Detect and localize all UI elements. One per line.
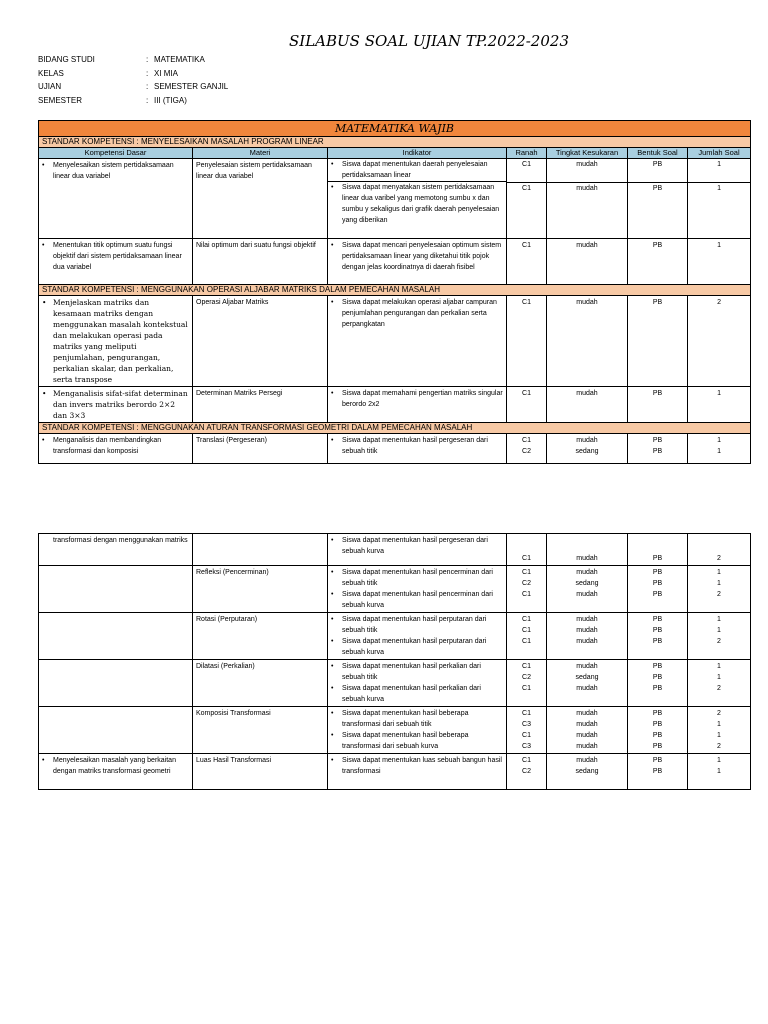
materi-cell: Translasi (Pergeseran) (193, 434, 328, 464)
bentuk-cell: PB (628, 296, 688, 387)
bentuk-cell: PB (628, 239, 688, 285)
meta-value: MATEMATIKA (154, 55, 205, 64)
jumlah-cell (688, 660, 751, 707)
indikator-text: Siswa dapat menyatakan sistem pertidaksamaan linear dua varibel yang memotong sumbu x dan sumbu y sekaligus dari grafik daerah penyelesaian yang diberikan (342, 184, 500, 224)
tingkat-value: sedang (575, 768, 599, 775)
bentuk-value: PB (652, 685, 663, 692)
meta-sep: : (146, 82, 149, 91)
meta-sep: : (146, 68, 149, 78)
tingkat-value: mudah (576, 437, 598, 444)
kd-text: Menganalisis dan membandingkan transformasi dan komposisi (53, 437, 162, 455)
tingkat-value: sedang (575, 580, 599, 587)
materi-cell: Rotasi (Perputaran) (193, 613, 328, 660)
materi-cell: Nilai optimum dari suatu fungsi objektif (193, 239, 328, 285)
jumlah-value: 1 (717, 732, 721, 739)
jumlah-value: 1 (717, 768, 721, 775)
bentuk-cell (628, 707, 688, 754)
bentuk-value: PB (652, 721, 663, 728)
header-indikator: Indikator (328, 148, 507, 159)
tingkat-value: mudah (576, 185, 598, 192)
kompetensi-dasar-cell (39, 754, 193, 790)
bullet: • (331, 437, 334, 444)
table-row (39, 660, 751, 707)
table-row (39, 534, 751, 566)
jumlah-value: 2 (717, 638, 721, 645)
jumlah-value: 2 (717, 685, 721, 692)
ranah-value: C1 (522, 569, 531, 576)
subject-band: MATEMATIKA WAJIB (39, 121, 751, 137)
tingkat-value: mudah (576, 638, 598, 645)
header-bentuk-soal: Bentuk Soal (628, 148, 688, 159)
ranah-value: C1 (507, 159, 546, 183)
bentuk-cell (628, 754, 688, 790)
indikator-item (331, 683, 503, 705)
syllabus-table-page-2 (38, 533, 751, 790)
bentuk-value: PB (652, 437, 663, 444)
header-kompetensi-dasar: Kompetensi Dasar (39, 148, 193, 159)
meta-row (38, 69, 228, 83)
kompetensi-dasar-cell (39, 613, 193, 660)
indikator-text: Siswa dapat menentukan hasil perputaran dari sebuah titik (342, 616, 487, 634)
ranah-value: C1 (522, 663, 531, 670)
ranah-value: C1 (522, 638, 531, 645)
tingkat-value: sedang (575, 448, 599, 455)
materi-cell: Dilatasi (Perkalian) (193, 660, 328, 707)
indikator-cell (328, 566, 507, 613)
ranah-value: C1 (522, 616, 531, 623)
kd-text: Menganalisis sifat-sifat determinan dan invers matriks berordo 2×2 dan 3×3 (53, 389, 188, 420)
jumlah-value: 1 (717, 674, 721, 681)
bullet: • (331, 390, 334, 397)
meta-row (38, 82, 228, 96)
indikator-item (331, 567, 503, 589)
bullet: • (331, 591, 334, 598)
jumlah-cell (688, 707, 751, 754)
standard-competency: STANDAR KOMPETENSI : MENGGUNAKAN OPERASI ALJABAR MATRIKS DALAM PEMECAHAN MASALAH (39, 285, 751, 296)
jumlah-cell: 1 (688, 239, 751, 285)
bentuk-cell (628, 660, 688, 707)
table-row (39, 754, 751, 790)
indikator-cell (328, 707, 507, 754)
jumlah-value: 1 (717, 448, 721, 455)
tingkat-cell: mudah (547, 387, 628, 423)
jumlah-value: 1 (717, 627, 721, 634)
kd-text: Menyelesaikan sistem pertidaksamaan linear dua variabel (53, 162, 174, 180)
jumlah-cell (688, 613, 751, 660)
kd-text: Menyelesaikan masalah yang berkaitan dengan matriks transformasi geometri (53, 757, 176, 775)
bullet: • (331, 242, 334, 249)
ranah-value: C1 (522, 757, 531, 764)
indikator-item (331, 614, 503, 636)
bullet: • (42, 389, 47, 398)
tingkat-cell (547, 434, 628, 464)
bentuk-cell: PB (628, 534, 688, 566)
bullet: • (331, 757, 334, 764)
jumlah-cell: 1 (688, 387, 751, 423)
bullet: • (42, 298, 47, 307)
bullet: • (331, 616, 334, 623)
bentuk-value: PB (652, 627, 663, 634)
jumlah-cell: 2 (688, 296, 751, 387)
meta-value: XI MIA (154, 68, 179, 78)
tingkat-value: mudah (576, 757, 598, 764)
indikator-cell (328, 534, 507, 566)
ranah-cell: C1 (507, 387, 547, 423)
bentuk-value: PB (652, 743, 663, 750)
indikator-text: Siswa dapat melakukan operasi aljabar campuran penjumlahan pengurangan dan perkalian serta perpangkatan (342, 299, 497, 328)
indikator-cell (328, 434, 507, 464)
tingkat-value: mudah (576, 721, 598, 728)
bentuk-cell: PB (628, 387, 688, 423)
ranah-cell: C1 (507, 239, 547, 285)
tingkat-value: mudah (576, 743, 598, 750)
meta-key: SEMESTER (38, 95, 83, 105)
indikator-cell (328, 660, 507, 707)
indikator-item (331, 730, 503, 752)
bentuk-value: PB (652, 616, 663, 623)
ranah-value: C1 (522, 685, 531, 692)
bentuk-value: PB (652, 663, 663, 670)
materi-cell: Refleksi (Pencerminan) (193, 566, 328, 613)
header-ranah: Ranah (507, 148, 547, 159)
tingkat-cell (547, 660, 628, 707)
ranah-cell (507, 159, 547, 239)
bullet: • (42, 242, 45, 249)
bullet: • (42, 437, 45, 444)
bullet: • (42, 757, 45, 764)
header-jumlah-soal: Jumlah Soal (688, 148, 751, 159)
indikator-cell (328, 387, 507, 423)
materi-cell: Determinan Matriks Persegi (193, 387, 328, 423)
jumlah-cell (688, 566, 751, 613)
jumlah-cell (688, 434, 751, 464)
tingkat-value: mudah (576, 663, 598, 670)
kd-text: Menentukan titik optimum suatu fungsi objektif dari sistem pertidaksamaan linear dua variabel (53, 242, 182, 271)
jumlah-value: 1 (688, 159, 750, 183)
bullet: • (42, 162, 45, 169)
ranah-value: C1 (522, 185, 531, 192)
ranah-value: C1 (522, 627, 531, 634)
meta-key: UJIAN (38, 82, 62, 91)
kd-text: Menjelaskan matriks dan kesamaan matriks dengan menggunakan masalah kontekstual dan melakukan operasi pada matriks yang meliputi penjumlahan, pengurangan, perkalian skalar, dan perkalian, serta transpose (53, 298, 188, 384)
indikator-item (328, 182, 506, 226)
ranah-value: C2 (522, 580, 531, 587)
jumlah-value: 1 (717, 616, 721, 623)
jumlah-value: 1 (717, 437, 721, 444)
indikator-text: Siswa dapat menentukan daerah penyelesaian pertidaksamaan linear (342, 161, 488, 179)
table-row (39, 613, 751, 660)
ranah-cell (507, 434, 547, 464)
kompetensi-dasar-cell (39, 387, 193, 423)
document-meta (38, 55, 228, 109)
tingkat-value: mudah (547, 159, 627, 183)
tingkat-cell (547, 754, 628, 790)
indikator-text: Siswa dapat menentukan hasil perkalian dari sebuah kurva (342, 685, 481, 703)
indikator-text: Siswa dapat menentukan hasil beberapa transformasi dari sebuah titik (342, 710, 469, 728)
indikator-text: Siswa dapat menentukan hasil pencerminan dari sebuah titik (342, 569, 493, 587)
ranah-cell (507, 566, 547, 613)
bentuk-cell (628, 159, 688, 239)
bullet: • (331, 537, 334, 544)
jumlah-value: 2 (717, 591, 721, 598)
ranah-cell (507, 613, 547, 660)
jumlah-cell (688, 159, 751, 239)
indikator-cell (328, 754, 507, 790)
kompetensi-dasar-cell (39, 707, 193, 754)
bentuk-value: PB (652, 569, 663, 576)
table-row (39, 434, 751, 464)
tingkat-value: mudah (576, 591, 598, 598)
bentuk-value: PB (628, 159, 687, 183)
jumlah-value: 1 (717, 185, 721, 192)
ranah-value: C1 (522, 591, 531, 598)
meta-sep: : (146, 55, 149, 64)
bentuk-cell (628, 566, 688, 613)
tingkat-cell (547, 159, 628, 239)
kompetensi-dasar-cell (39, 239, 193, 285)
header-materi: Materi (193, 148, 328, 159)
ranah-value: C1 (522, 710, 531, 717)
jumlah-value: 1 (717, 580, 721, 587)
ranah-value: C3 (522, 721, 531, 728)
bentuk-value: PB (652, 768, 663, 775)
indikator-cell (328, 613, 507, 660)
table-row (39, 159, 751, 239)
jumlah-value: 1 (717, 663, 721, 670)
bullet: • (331, 638, 334, 645)
meta-row (38, 96, 228, 110)
bentuk-value: PB (652, 732, 663, 739)
table-row (39, 387, 751, 423)
bullet: • (331, 299, 334, 306)
indikator-item (331, 708, 503, 730)
indikator-text: Siswa dapat mencari penyelesaian optimum sistem pertidaksamaan linear yang diketahui titik pojok dengan jelas koordinatnya di daerah fisibel (342, 242, 502, 271)
tingkat-cell (547, 613, 628, 660)
bullet: • (331, 161, 334, 168)
meta-sep: : (146, 95, 149, 105)
indikator-cell (328, 159, 507, 239)
bentuk-cell (628, 434, 688, 464)
table-row (39, 566, 751, 613)
standard-competency: STANDAR KOMPETENSI : MENGGUNAKAN ATURAN TRANSFORMASI GEOMETRI DALAM PEMECAHAN MASALAH (39, 423, 751, 434)
jumlah-cell: 2 (688, 534, 751, 566)
kompetensi-dasar-cell (39, 296, 193, 387)
jumlah-value: 2 (717, 710, 721, 717)
jumlah-value: 1 (717, 569, 721, 576)
indikator-text: Siswa dapat menentukan hasil pergeseran dari sebuah kurva (342, 537, 488, 555)
indikator-cell (328, 296, 507, 387)
kompetensi-dasar-cell: transformasi dengan menggunakan matriks (39, 534, 193, 566)
kompetensi-dasar-cell (39, 434, 193, 464)
materi-cell: Operasi Aljabar Matriks (193, 296, 328, 387)
indikator-text: Siswa dapat menentukan hasil pencerminan dari sebuah kurva (342, 591, 493, 609)
tingkat-value: mudah (576, 710, 598, 717)
ranah-cell: C1 (507, 534, 547, 566)
bullet: • (331, 732, 334, 739)
indikator-text: Siswa dapat menentukan hasil perputaran dari sebuah kurva (342, 638, 487, 656)
tingkat-value: mudah (576, 616, 598, 623)
syllabus-table-page-1 (38, 120, 751, 464)
materi-cell: Luas Hasil Transformasi (193, 754, 328, 790)
table-row (39, 239, 751, 285)
ranah-value: C1 (522, 732, 531, 739)
bullet: • (331, 184, 334, 191)
bentuk-value: PB (652, 757, 663, 764)
tingkat-cell: mudah (547, 239, 628, 285)
tingkat-cell (547, 566, 628, 613)
bentuk-value: PB (652, 591, 663, 598)
bullet: • (331, 569, 334, 576)
ranah-value: C1 (522, 437, 531, 444)
indikator-text: Siswa dapat menentukan hasil perkalian dari sebuah titik (342, 663, 481, 681)
bentuk-value: PB (652, 185, 663, 192)
ranah-cell (507, 707, 547, 754)
ranah-value: C2 (522, 448, 531, 455)
bullet: • (331, 710, 334, 717)
table-row (39, 707, 751, 754)
kompetensi-dasar-cell (39, 159, 193, 239)
meta-value: III (TIGA) (154, 95, 187, 105)
indikator-text: Siswa dapat menentukan luas sebuah bangun hasil transformasi (342, 757, 502, 775)
table-row (39, 296, 751, 387)
ranah-cell (507, 754, 547, 790)
jumlah-cell (688, 754, 751, 790)
header-tingkat-kesukaran: Tingkat Kesukaran (547, 148, 628, 159)
bentuk-value: PB (652, 638, 663, 645)
page-title: SILABUS SOAL UJIAN TP.2022-2023 (289, 32, 569, 50)
tingkat-cell: mudah (547, 296, 628, 387)
materi-cell (193, 534, 328, 566)
bentuk-value: PB (652, 674, 663, 681)
tingkat-value: mudah (576, 627, 598, 634)
meta-row (38, 55, 228, 69)
materi-cell: Komposisi Transformasi (193, 707, 328, 754)
jumlah-value: 2 (717, 743, 721, 750)
tingkat-value: mudah (576, 569, 598, 576)
tingkat-value: mudah (576, 732, 598, 739)
jumlah-value: 1 (717, 721, 721, 728)
indikator-item (331, 589, 503, 611)
indikator-text: Siswa dapat menentukan hasil pergeseran dari sebuah titik (342, 437, 488, 455)
bullet: • (331, 685, 334, 692)
bentuk-value: PB (652, 448, 663, 455)
indikator-cell (328, 239, 507, 285)
tingkat-value: sedang (575, 674, 599, 681)
tingkat-value: mudah (576, 685, 598, 692)
indikator-text: Siswa dapat menentukan hasil beberapa transformasi dari sebuah kurva (342, 732, 469, 750)
indikator-item (328, 159, 506, 182)
tingkat-cell: mudah (547, 534, 628, 566)
ranah-value: C2 (522, 768, 531, 775)
ranah-value: C2 (522, 674, 531, 681)
ranah-cell (507, 660, 547, 707)
bentuk-cell (628, 613, 688, 660)
bentuk-value: PB (652, 580, 663, 587)
bentuk-value: PB (652, 710, 663, 717)
kompetensi-dasar-cell (39, 660, 193, 707)
bullet: • (331, 663, 334, 670)
indikator-item (331, 661, 503, 683)
indikator-item (331, 636, 503, 658)
standard-competency: STANDAR KOMPETENSI : MENYELESAIKAN MASALAH PROGRAM LINEAR (39, 137, 751, 148)
indikator-text: Siswa dapat memahami pengertian matriks singular berordo 2x2 (342, 390, 503, 408)
meta-key: BIDANG STUDI (38, 55, 95, 64)
materi-cell: Penyelesaian sistem pertidaksamaan linear dua variabel (193, 159, 328, 239)
ranah-cell: C1 (507, 296, 547, 387)
meta-key: KELAS (38, 68, 64, 78)
ranah-value: C3 (522, 743, 531, 750)
tingkat-cell (547, 707, 628, 754)
table-header (39, 148, 751, 159)
jumlah-value: 1 (717, 757, 721, 764)
meta-value: SEMESTER GANJIL (154, 82, 229, 91)
kompetensi-dasar-cell (39, 566, 193, 613)
